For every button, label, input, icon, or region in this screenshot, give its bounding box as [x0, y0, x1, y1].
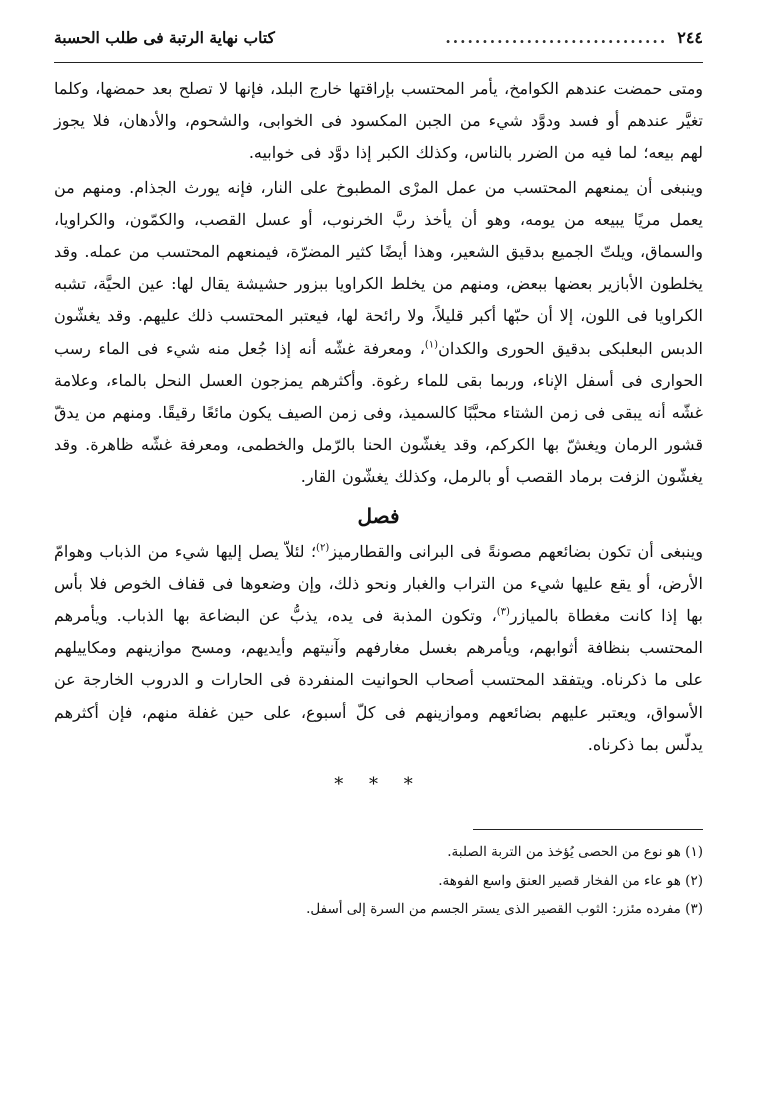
footnote-ref-3: (٣)	[496, 606, 510, 618]
paragraph-3-text-a: وينبغى أن تكون بضائعهم مصونةً فى البرانى والقطارميز	[329, 541, 704, 561]
footnote-3: (٣) مفرده مئزر: الثوب القصير الذى يستر الجسم من السرة إلى أسفل.	[306, 901, 703, 918]
footnote-divider	[473, 829, 703, 830]
paragraph-3-text-b: ؛ لئلاّ يصل إليها شيء من الذباب وهوامّ الأرض، أو يقع عليها شيء من التراب والغبار ونحو ذلك، وإن وضعوها فى قفاف الخوص فلا بأس بها إذا كانت مغطاة بالميازر	[54, 541, 703, 626]
header-leader-dots: ..............................	[445, 28, 668, 47]
running-header	[54, 28, 703, 63]
paragraph-1: ومتى حمضت عندهم الكوامخ، يأمر المحتسب بإراقتها خارج البلد، فإنها لا تصلح بعد حمضها، وكلما تغيَّر عندهم أو فسد ودوَّد شيء من الجبن المكسود فى الخوابى، والشحوم، والأدهان، فلا يجوز لهم بيعه؛ لما فيه من الضرر بالناس، وكذلك الكبر إذا دوَّد فى خوابيه.	[54, 79, 703, 163]
paragraph-2-text-b: ، ومعرفة غشّه أنه إذا جُعل منه شيء فى الماء رسب الحوارى فى أسفل الإناء، وربما بقى للماء رغوة. وأكثرهم يمزجون العسل النحل بالماء، وعلامة غشّه أنه يبقى فى زمن الشتاء محبَّبًا كالسميذ، وفى زمن الصيف يكون مائعًا رقيقًا. ومنهم من يدقّ قشور الرمان ويغشّ بها الكركم، وقد يغشّون الحنا بالرّمل والخطمى، ومعرفة غشّه ظاهرة. وقد يغشّون الزفت برماد القصب أو بالرمل، وكذلك يغشّون القار.	[54, 338, 703, 487]
footnote-ref-1: (١)	[424, 339, 439, 351]
paragraph-2	[54, 172, 703, 494]
footnote-1: (١) هو نوع من الحصى يُؤخذ من التربة الصلبة.	[447, 844, 703, 861]
paragraph-3-text-c: ، وتكون المذبة فى يده، يذبُّ عن البضاعة بها الذباب. ويأمرهم المحتسب بنظافة أثوابهم، ويأمرهم بغسل مغارفهم وآنيتهم وأيديهم، ومسح موازينهم ومكاييلهم على ما ذكرناه. ويتفقد المحتسب أصحاب الحوانيت المنفردة فى الحارات و الدروب الخارجة عن الأسواق، ويعتبر عليهم بضائعهم وموازينهم فى كلّ أسبوع، على حين غفلة منهم، فإن أكثرهم يدلّس بما ذكرناه.	[54, 606, 703, 754]
book-title: كتاب نهاية الرتبة فى طلب الحسبة	[54, 28, 275, 47]
paragraph-2-text-a: وينبغى أن يمنعهم المحتسب من عمل المرْى المطبوخ على النار، فإنه يورث الجذام. ومنهم من يعمل مريًا يبيعه من يومه، وهو أن يأخذ ربَّ الخرنوب، أو عسل القصب، والكمّون، والكراويا، والسماق، ويلتّ الجميع بدقيق الشعير، وهذا أيضًا كثير المضرّة، فيمنعهم المحتسب من عمله. وقد يخلطون الأبازير بعضها ببعض، ومنهم من يخلط الكراويا ببزور حشيشة يقال لها: عين الحيَّة، تشبه الكراويا فى اللون، إلا أن حبّها أكبر قليلاً، ولا رائحة لها، فيعتبر المحتسب ذلك عليهم. وقد يغشّون الدبس البعلبكى بدقيق الحورى والكدان	[54, 177, 704, 358]
footnote-2: (٢) هو عاء من الفخار قصير العنق واسع الفوهة.	[438, 872, 703, 889]
paragraph-3	[54, 536, 703, 761]
page-number: ٢٤٤	[677, 28, 703, 47]
footnote-ref-2: (٢)	[316, 542, 330, 554]
section-heading: فصل	[357, 503, 400, 528]
section-end-stars: * * *	[334, 774, 423, 796]
